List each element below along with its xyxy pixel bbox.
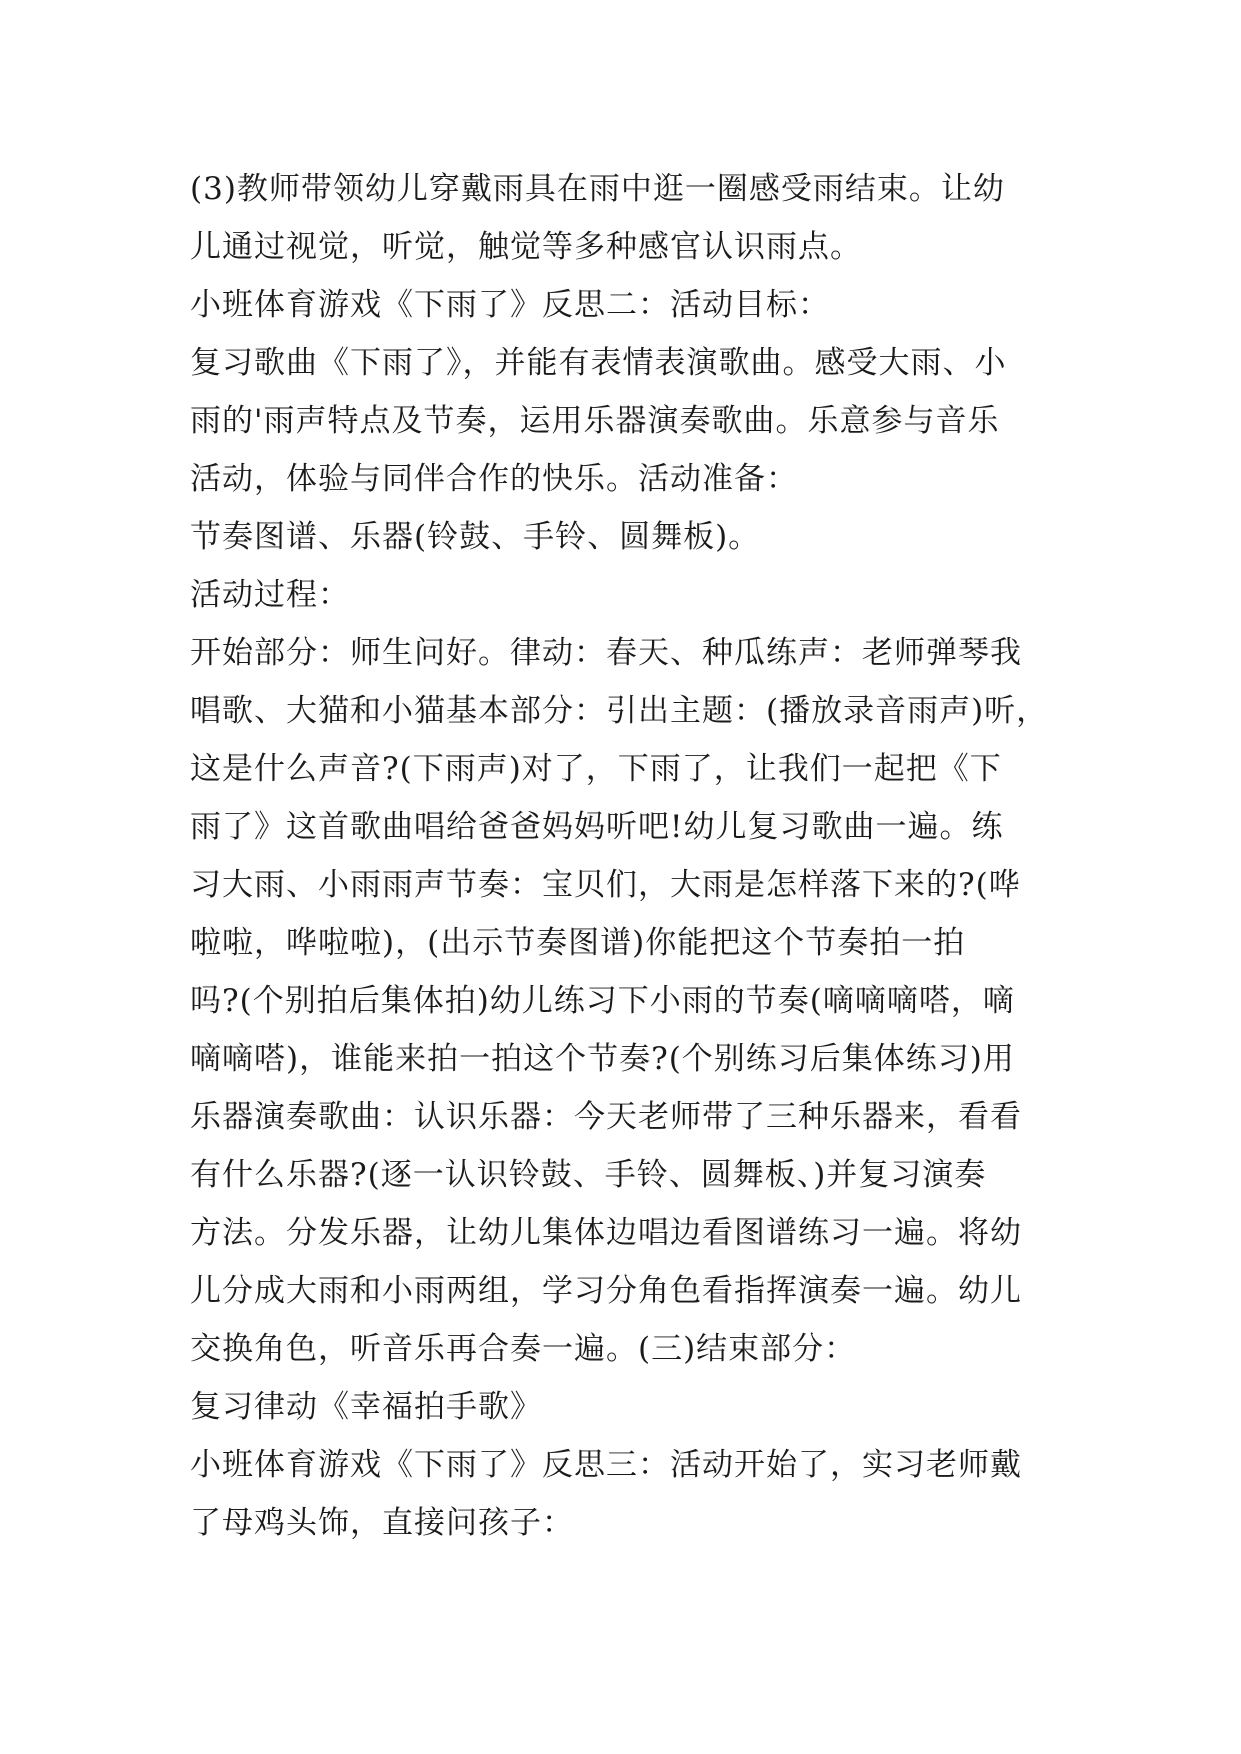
text-line: 吗?(个别拍后集体拍)幼儿练习下小雨的节奏(嘀嘀嘀嗒，嘀 xyxy=(190,983,1015,1019)
text-line: 嘀嘀嗒)，谁能来拍一拍这个节奏?(个别练习后集体练习)用 xyxy=(190,1041,1015,1077)
text-line: 习大雨、小雨雨声节奏：宝贝们，大雨是怎样落下来的?(哗 xyxy=(190,867,1021,903)
text-line: 有什么乐器?(逐一认识铃鼓、手铃、圆舞板、)并复习演奏 xyxy=(190,1157,987,1193)
document-body xyxy=(190,160,1055,1552)
text-line: 方法。分发乐器，让幼儿集体边唱边看图谱练习一遍。将幼 xyxy=(190,1215,1022,1251)
section-heading: 小班体育游戏《下雨了》反思三：活动开始了，实习老师戴 xyxy=(190,1447,1022,1483)
text-line: 儿分成大雨和小雨两组，学习分角色看指挥演奏一遍。幼儿 xyxy=(190,1273,1022,1309)
text-line: (3)教师带领幼儿穿戴雨具在雨中逛一圈感受雨结束。让幼 xyxy=(190,171,1005,207)
section-heading: 小班体育游戏《下雨了》反思二：活动目标： xyxy=(190,287,830,323)
text-line: 开始部分：师生问好。律动：春天、种瓜练声：老师弹琴我 xyxy=(190,635,1022,671)
text-line: 唱歌、大猫和小猫基本部分：引出主题：(播放录音雨声)听， xyxy=(190,693,1049,729)
text-line: 儿通过视觉，听觉，触觉等多种感官认识雨点。 xyxy=(190,229,862,265)
text-line: 复习歌曲《下雨了》，并能有表情表演歌曲。感受大雨、小 xyxy=(190,345,1007,381)
text-line: 复习律动《幸福拍手歌》 xyxy=(190,1389,542,1425)
text-line: 雨的'雨声特点及节奏，运用乐器演奏歌曲。乐意参与音乐 xyxy=(190,403,1000,439)
text-line: 乐器演奏歌曲：认识乐器：今天老师带了三种乐器来，看看 xyxy=(190,1099,1022,1135)
text-line: 啦啦，哗啦啦)，(出示节奏图谱)你能把这个节奏拍一拍 xyxy=(190,925,966,961)
text-line: 节奏图谱、乐器(铃鼓、手铃、圆舞板)。 xyxy=(190,519,761,555)
text-line: 交换角色，听音乐再合奏一遍。(三)结束部分： xyxy=(190,1331,857,1367)
text-line: 了母鸡头饰，直接问孩子： xyxy=(190,1505,574,1541)
text-line: 活动过程： xyxy=(190,577,350,613)
text-line: 雨了》这首歌曲唱给爸爸妈妈听吧!幼儿复习歌曲一遍。练 xyxy=(190,809,1004,845)
text-line: 活动，体验与同伴合作的快乐。活动准备： xyxy=(190,461,798,497)
text-line: 这是什么声音?(下雨声)对了，下雨了，让我们一起把《下 xyxy=(190,751,1002,787)
